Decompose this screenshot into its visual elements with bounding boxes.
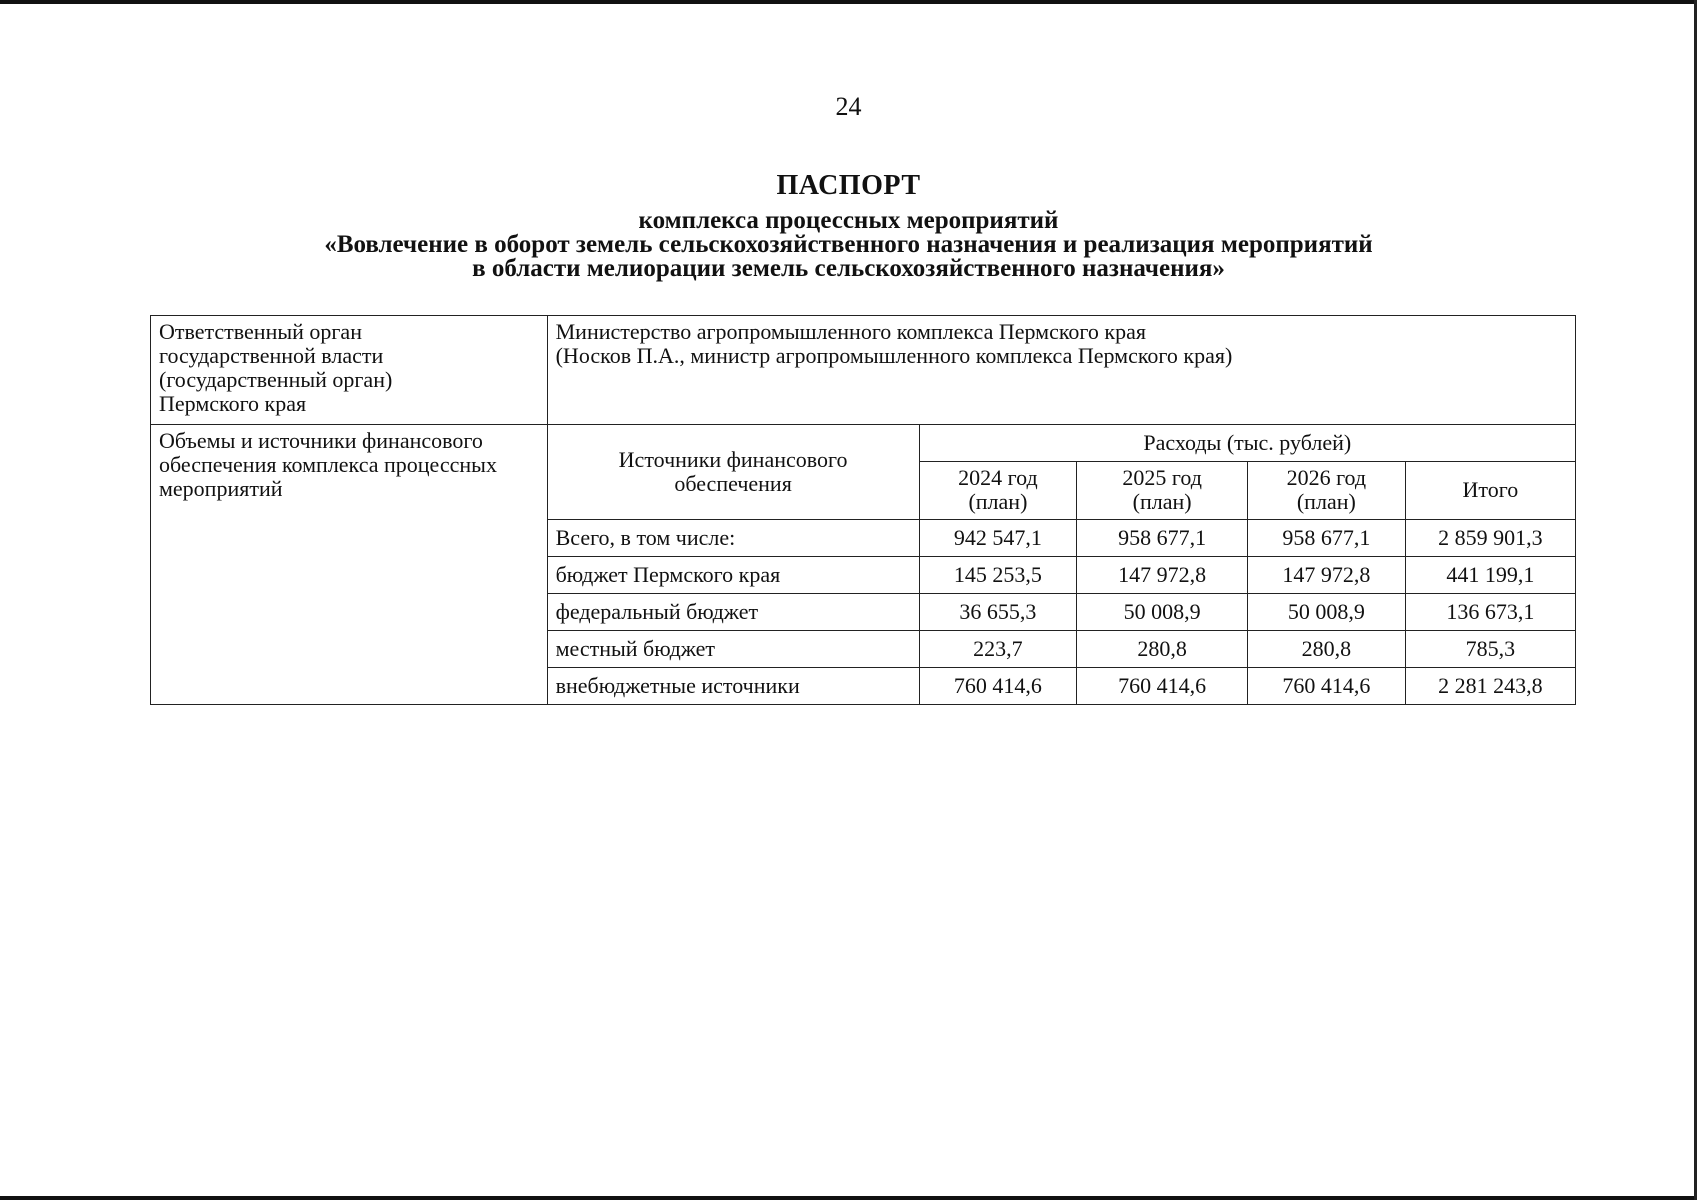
value-cell: 280,8 — [1247, 630, 1405, 667]
value-cell: 958 677,1 — [1077, 519, 1248, 556]
finance-table-cell — [547, 425, 1575, 705]
finance-label-line: Объемы и источники финансового — [159, 428, 483, 453]
year-label: 2024 год — [958, 465, 1038, 490]
value-cell: 942 547,1 — [919, 519, 1077, 556]
finance-label-line: мероприятий — [159, 476, 283, 501]
value-cell: 760 414,6 — [1077, 667, 1248, 704]
subtitle-line: «Вовлечение в оборот земель сельскохозяйственного назначения и реализация мероприятий — [324, 231, 1373, 258]
value-cell: 760 414,6 — [919, 667, 1077, 704]
finance-table — [548, 425, 1575, 704]
source-cell: Всего, в том числе: — [548, 519, 919, 556]
responsible-label-cell — [151, 316, 548, 425]
year-header-2026 — [1247, 461, 1405, 519]
value-cell: 223,7 — [919, 630, 1077, 667]
value-cell: 147 972,8 — [1247, 556, 1405, 593]
total-cell: 785,3 — [1405, 630, 1575, 667]
subtitle-line: комплекса процессных мероприятий — [638, 207, 1059, 234]
source-cell: бюджет Пермского края — [548, 556, 919, 593]
scan-edge-top — [0, 0, 1697, 4]
finance-label-line: обеспечения комплекса процессных — [159, 452, 497, 477]
page-number: 24 — [835, 92, 862, 121]
total-header: Итого — [1405, 461, 1575, 519]
value-cell: 147 972,8 — [1077, 556, 1248, 593]
responsible-label-line: (государственный орган) — [159, 367, 393, 392]
passport-table — [150, 315, 1576, 705]
table-row — [548, 593, 1575, 630]
value-cell: 760 414,6 — [1247, 667, 1405, 704]
value-cell: 958 677,1 — [1247, 519, 1405, 556]
sources-header-line: Источники финансового — [618, 446, 848, 472]
total-cell: 2 281 243,8 — [1405, 667, 1575, 704]
source-cell: местный бюджет — [548, 630, 919, 667]
value-cell: 36 655,3 — [919, 593, 1077, 630]
document-title: ПАСПОРТ — [776, 170, 921, 201]
table-row — [548, 519, 1575, 556]
expenses-header: Расходы (тыс. рублей) — [919, 425, 1575, 461]
year-label: 2025 год — [1122, 465, 1202, 490]
year-note: (план) — [968, 489, 1028, 514]
document-subtitle — [0, 209, 1697, 281]
total-cell: 441 199,1 — [1405, 556, 1575, 593]
finance-row — [151, 425, 1576, 705]
value-cell: 280,8 — [1077, 630, 1248, 667]
year-header-2025 — [1077, 461, 1248, 519]
responsible-value-cell — [547, 316, 1575, 425]
responsible-value-line: Министерство агропромышленного комплекса Пермского края — [555, 319, 1146, 344]
responsible-label-line: государственной власти — [159, 343, 384, 368]
source-cell: внебюджетные источники — [548, 667, 919, 704]
total-cell: 2 859 901,3 — [1405, 519, 1575, 556]
responsible-row — [151, 316, 1576, 425]
value-cell: 145 253,5 — [919, 556, 1077, 593]
year-header-2024 — [919, 461, 1077, 519]
table-row — [548, 667, 1575, 704]
value-cell: 50 008,9 — [1247, 593, 1405, 630]
year-note: (план) — [1296, 489, 1356, 514]
table-row — [548, 630, 1575, 667]
responsible-label-line: Ответственный орган — [159, 319, 362, 344]
responsible-value-line: (Носков П.А., министр агропромышленного комплекса Пермского края) — [555, 343, 1233, 368]
year-note: (план) — [1132, 489, 1192, 514]
responsible-label-line: Пермского края — [159, 391, 307, 416]
table-row — [548, 556, 1575, 593]
year-label: 2026 год — [1286, 465, 1367, 490]
total-cell: 136 673,1 — [1405, 593, 1575, 630]
source-cell: федеральный бюджет — [548, 593, 919, 630]
finance-header-row — [548, 425, 1575, 461]
sources-header — [548, 425, 919, 519]
finance-label-cell — [151, 425, 548, 705]
value-cell: 50 008,9 — [1077, 593, 1248, 630]
sources-header-line: обеспечения — [674, 470, 792, 496]
scan-edge-bottom — [0, 1196, 1697, 1200]
subtitle-line: в области мелиорации земель сельскохозяйственного назначения» — [472, 255, 1225, 282]
